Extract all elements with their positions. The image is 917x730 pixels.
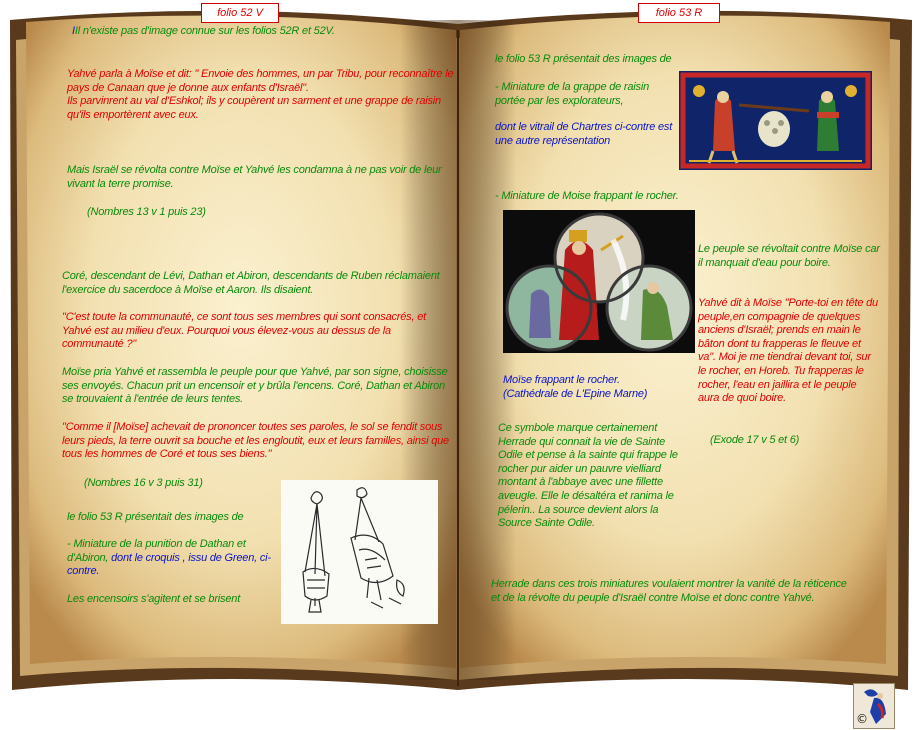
folio-label-right: folio 53 R <box>638 3 720 23</box>
right-vitrail-note: dont le vitrail de Chartres ci-contre est une autre représentation <box>495 121 673 147</box>
chartres-stained-glass-image <box>679 71 872 170</box>
right-grape-note: - Miniature de la grappe de raisin portée par les explorateurs, <box>495 81 650 107</box>
left-reference-2: (Nombres 16 v 3 puis 31) <box>84 477 203 489</box>
left-intro <box>72 25 432 39</box>
right-intro: le folio 53 R présentait des images de <box>495 53 672 65</box>
right-peuple-note: Le peuple se révoltait contre Moïse car il manquait d'eau pour boire. <box>698 243 880 269</box>
left-miniature-note <box>67 538 287 579</box>
left-intro-mark: I <box>72 25 75 37</box>
right-herrade-note: Ce symbole marque certainement Herrade qui connait la vie de Sainte Odile et pense à la sainte qui frappe le rocher pur aider un pauvre vielliard montant à l'abbaye avec une fillette aveugle. Elle le désaltéra et ranima le pélerin.. La source devient alors la Source Sainte Odile. <box>498 422 678 530</box>
left-censers-note: Les encensoirs s'agitent et se brisent <box>67 593 241 605</box>
left-miniature-text: - Miniature de la punition de Dathan et d'Abiron, <box>67 538 246 564</box>
left-paragraph-6: "Comme il [Moïse] achevait de prononcer toutes ses paroles, le sol se fendit sous leurs pieds, la terre ouvrit sa bouche et les engloutit, eux et leurs familles, ainsi que tous les hommes de Coré et tous ses biens." <box>62 421 449 461</box>
left-sketch-reference: dont le croquis , issu de Green, ci-contre. <box>67 551 271 578</box>
left-paragraph-4: "C'est toute la communauté, ce sont tous ses membres qui sont consacrés, et Yahvé est au milieu d'eux. Pourquoi vous élevez-vous au dessus de la communauté ?" <box>62 311 426 351</box>
left-folio-note: le folio 53 R présentait des images de <box>67 511 244 523</box>
censer-sketch-image <box>281 480 438 624</box>
copyright-mark: © <box>856 712 868 726</box>
author-logo-image <box>853 683 895 729</box>
left-paragraph-5: Moïse pria Yahvé et rassembla le peuple pour que Yahvé, par son signe, choisisse ses envoyés. Chacun prit un encensoir et y brûla l'encens. Coré, Dathan et Abiron se trouvaient à l'entrée de leurs tentes. <box>62 366 448 406</box>
right-yahve-quote: Yahvé dit à Moïse "Porte-toi en tête du peuple,en compagnie de quelques anciens d'Israël; prends en main le bâton dont tu frapperas le fleuve et va". Moi je me tiendrai devant toi, sur le rocher, en Horeb. Tu frapperas le rocher, l'eau en jaillira et le peuple aura de quoi boire. <box>698 297 878 405</box>
epine-cathedral-window-image <box>503 210 695 353</box>
left-intro-text: Il n'existe pas d'image connue sur les folios 52R et 52V. <box>74 25 335 37</box>
right-rock-note: - Miniature de Moise frappant le rocher. <box>495 190 679 202</box>
left-reference-1: (Nombres 13 v 1 puis 23) <box>87 206 206 218</box>
left-paragraph-3: Coré, descendant de Lévi, Dathan et Abiron, descendants de Ruben réclamaient l'exercice du sacerdoce à Moïse et Aaron. Ils disaient. <box>62 270 440 296</box>
right-conclusion: Herrade dans ces trois miniatures voulaient montrer la vanité de la réticence et de la révolte du peuple d'Israël contre Moïse et donc contre Yahvé. <box>491 578 847 604</box>
folio-label-left: folio 52 V <box>201 3 279 23</box>
epine-caption: Moïse frappant le rocher. (Cathédrale de L'Epine Marne) <box>503 374 648 400</box>
right-exode-reference: (Exode 17 v 5 et 6) <box>710 434 800 446</box>
left-paragraph-2: Mais Israël se révolta contre Moïse et Yahvé les condamna à ne pas voir de leur vivant la terre promise. <box>67 164 442 190</box>
left-paragraph-1: Yahvé parla à Moïse et dit: " Envoie des hommes, un par Tribu, pour reconnaître le pays de Canaan que je donne aux enfants d'Israël". Ils parvinrent au val d'Eshkol; ils y coupèrent un sarment et une grappe de raisin qu'ils emportèrent avec eux. <box>67 68 454 121</box>
